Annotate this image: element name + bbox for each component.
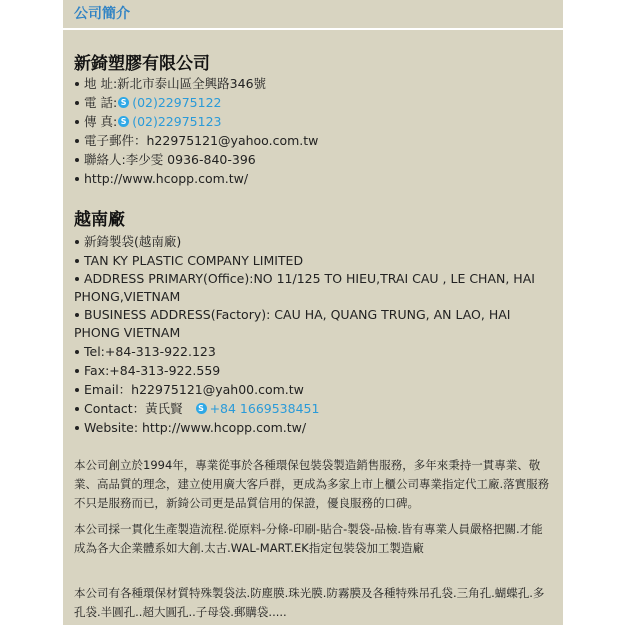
list-item-email: 電子郵件：h22975121@yahoo.com.tw — [74, 131, 554, 150]
bullet-icon — [75, 139, 79, 143]
bullet-icon — [75, 259, 79, 263]
bullet-icon — [75, 158, 79, 162]
list-item-office-address: ADDRESS PRIMARY(Office):NO 11/125 TO HIEU,TRAI CAU , LE CHAN, HAI PHONG,VIETNAM — [74, 271, 535, 304]
bullet-icon — [75, 120, 79, 124]
list-item-contact: 聯絡人:李少雯 0936-840-396 — [74, 150, 554, 169]
company-intro-panel — [63, 0, 563, 625]
fax-link[interactable]: (02)22975123 — [132, 114, 222, 129]
list-item-factory-address: BUSINESS ADDRESS(Factory): CAU HA, QUANG TRUNG, AN LAO, HAI PHONG VIETNAM — [74, 307, 511, 340]
bullet-icon — [75, 407, 79, 411]
contact-phone-link[interactable]: +84 1669538451 — [209, 401, 320, 416]
list-item-contact: Contact：黃氏賢 S +84 1669538451 — [74, 399, 554, 418]
company-name-title: 新錡塑膠有限公司 — [74, 54, 210, 74]
bullet-icon — [75, 101, 79, 105]
skype-icon[interactable]: S — [118, 97, 129, 108]
bullet-icon — [75, 313, 79, 317]
bullet-icon — [75, 369, 79, 373]
list-item-factory-name-en: TAN KY PLASTIC COMPANY LIMITED — [74, 251, 554, 270]
list-item-address: 地 址:新北市泰山區全興路346號 — [74, 74, 554, 93]
bullet-icon — [75, 240, 79, 244]
company-info-list — [74, 74, 554, 188]
skype-icon[interactable]: S — [118, 116, 129, 127]
list-item-email: Email：h22975121@yah00.com.tw — [74, 380, 554, 399]
list-item-factory-name-zh: 新錡製袋(越南廠) — [74, 232, 554, 251]
intro-paragraph-2: 本公司採一貫化生產製造流程.從原料-分條-印刷-貼合-製袋-品檢.皆有專業人員嚴格把關.才能成為各大企業體系如大創.太古.WAL-MART.EK指定包裝袋加工製造廠 — [74, 522, 543, 555]
bullet-icon — [75, 350, 79, 354]
list-item-tel: Tel:+84-313-922.123 — [74, 342, 554, 361]
bullet-icon — [75, 177, 79, 181]
bullet-icon — [75, 82, 79, 86]
bullet-icon — [75, 388, 79, 392]
tab-underline — [63, 28, 563, 30]
skype-icon[interactable]: S — [196, 403, 207, 414]
list-item-fax: 傳 真: S (02)22975123 — [74, 112, 554, 131]
list-item-fax: Fax:+84-313-922.559 — [74, 361, 554, 380]
bullet-icon — [75, 426, 79, 430]
list-item-phone: 電 話: S (02)22975122 — [74, 93, 554, 112]
factory-info-list — [74, 232, 554, 437]
intro-paragraph-1: 本公司創立於1994年，專業從事於各種環保包裝袋製造銷售服務，多年來秉持一貫專業、敬業、高品質的理念，建立使用廣大客戶群，更成為多家上市上櫃公司專業指定代工廠.落實服務不只是服務而已，新錡公司更是品質信用的保證，優良服務的口碑。 — [74, 458, 550, 510]
factory-title: 越南廠 — [74, 210, 125, 230]
phone-link[interactable]: (02)22975122 — [132, 95, 222, 110]
tab-title-label: 公司簡介 — [74, 6, 130, 22]
section-tab-title — [74, 6, 563, 26]
bullet-icon — [75, 277, 79, 281]
list-item-website: http://www.hcopp.com.tw/ — [74, 169, 554, 188]
list-item-website: Website: http://www.hcopp.com.tw/ — [74, 418, 554, 437]
intro-paragraph-3: 本公司有各種環保材質特殊製袋法.防塵膜.珠光膜.防霧膜及各種特殊吊孔袋.三角孔.蝴蝶孔.多孔袋.半圓孔..超大圓孔..子母袋.郵購袋..... — [74, 586, 545, 619]
